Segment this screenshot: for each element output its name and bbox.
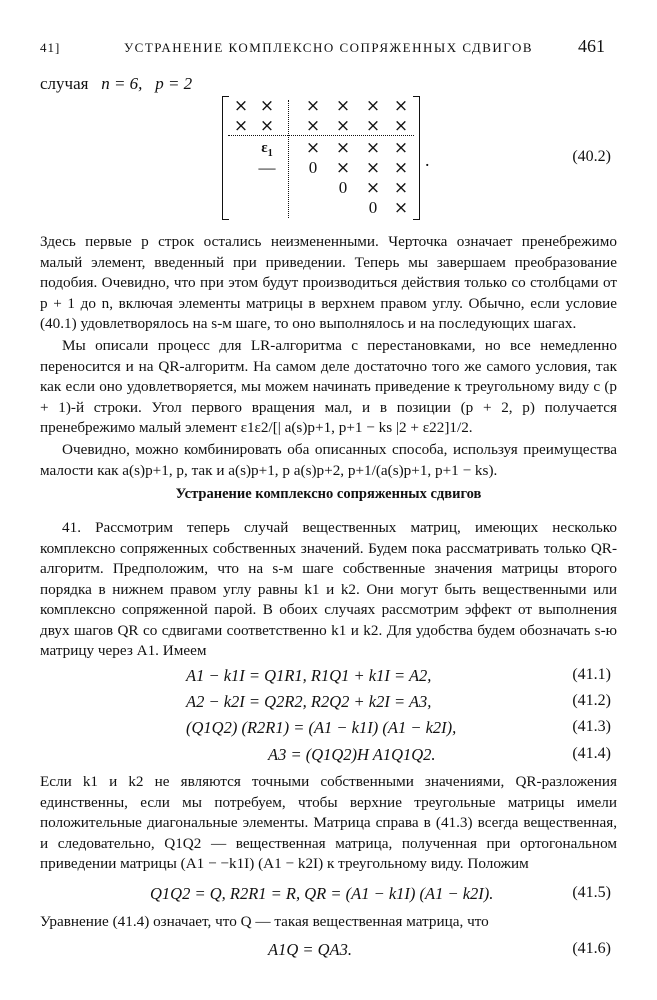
matrix-right-bracket <box>413 96 420 220</box>
eq-number-41-1: (41.1) <box>572 666 611 683</box>
eq-number-41-6: (41.6) <box>572 940 611 957</box>
eq-number-41-4: (41.4) <box>572 745 611 762</box>
matrix-cell: × <box>393 96 409 116</box>
matrix-cell: × <box>259 96 275 116</box>
matrix-cell: × <box>233 116 249 136</box>
running-title: УСТРАНЕНИЕ КОМПЛЕКСНО СОПРЯЖЕННЫХ СДВИГОВ <box>123 40 534 55</box>
matrix-cell: 0 <box>368 198 378 217</box>
matrix-cell: × <box>233 96 249 116</box>
matrix-cell: — <box>258 158 276 177</box>
matrix-cell: × <box>259 116 275 136</box>
equation-41-4: A3 = (Q1Q2)H A1Q1Q2. <box>268 745 436 764</box>
eq-number-41-3: (41.3) <box>572 718 611 735</box>
paragraph-2: Мы описали процесс для LR-алгоритма с перестановками, но все немедленно переносится и на QR-алгоритм. На самом деле достаточно того же самого условия, так как если оно удовлетворяется, мы можем начинать приведение к треугольному виду с (p + 1)-й строки. Угол первого вращения мал, и в позиции (p + 2, p) получается пренебрежимо малый элемент ε1ε2/[| a(s)p+1, p+1 − ks |2 + ε22]1/2. <box>40 337 617 436</box>
matrix-cell: × <box>365 116 381 136</box>
case-p: p = 2 <box>155 74 193 93</box>
section-ref: 41] <box>40 40 61 55</box>
paragraph-4: 41. Рассмотрим теперь случай вещественных матриц, имеющих несколько комплексно сопряженных собственных значений. Будем пока рассматривать только QR-алгоритм. Предположим, что на s-м шаге собственные значения матрицы второго порядка в нижнем правом углу равны k1 и k2. Они могут быть вещественными или комплексно сопряженной парой. В обоих случаях рассмотрим эффект от выполнения двух шагов QR со сдвигами соответственно k1 и k2. Для удобства будем обозначать s-ю матрицу через A1. Имеем <box>40 519 617 659</box>
equation-41-2: A2 − k2I = Q2R2, R2Q2 + k2I = A3, <box>186 692 432 711</box>
matrix-cell: × <box>393 178 409 198</box>
section-title: Устранение комплексно сопряженных сдвигов <box>175 486 482 502</box>
matrix-cell: × <box>335 116 351 136</box>
matrix-cell: × <box>393 158 409 178</box>
matrix-cell: × <box>305 96 321 116</box>
matrix-cell: × <box>393 116 409 136</box>
matrix-40-2 <box>222 96 420 220</box>
matrix-cell: × <box>365 138 381 158</box>
matrix-cell: × <box>393 138 409 158</box>
equation-41-6: A1Q = QA3. <box>268 940 352 959</box>
equation-41-3: (Q1Q2) (R2R1) = (A1 − k1I) (A1 − k2I), <box>186 718 457 737</box>
matrix-period: . <box>425 150 430 170</box>
matrix-cell: × <box>335 158 351 178</box>
matrix-cell: × <box>305 138 321 158</box>
matrix-cell: $\varepsilon_1$ <box>261 140 273 159</box>
matrix-cell: 0 <box>308 158 318 177</box>
paragraph-1: Здесь первые p строк остались неизмененными. Черточка означает пренебрежимо малый элемент, введенный при приведении. Теперь мы завершаем преобразование подобия. Очевидно, что при этом будут производиться действия только со столбцами от p + 1 до n, включая элементы матрицы в верхнем правом углу. Обычно, если условие (40.1) удовлетворялось на s-м шаге, то оно выполнялось и на последующих шагах. <box>40 233 617 332</box>
case-word: случая <box>40 74 89 93</box>
matrix-cell: × <box>335 96 351 116</box>
matrix-cell: × <box>365 178 381 198</box>
equation-41-1: A1 − k1I = Q1R1, R1Q1 + k1I = A2, <box>186 666 432 685</box>
matrix-left-bracket <box>222 96 229 220</box>
eq-number-40-2: (40.2) <box>572 148 611 165</box>
case-line <box>40 74 192 94</box>
paragraph-6: Уравнение (41.4) означает, что Q — такая вещественная матрица, что <box>40 913 489 930</box>
case-n: n = 6, <box>101 74 143 93</box>
paragraph-3: Очевидно, можно комбинировать оба описанных способа, используя преимущества малости как a(s)p+1, p, так и a(s)p+1, p a(s)p+2, p+1/(a(s)p+1, p+1 − ks). <box>40 441 617 479</box>
matrix-vertical-partition <box>288 100 289 218</box>
eq-number-41-2: (41.2) <box>572 692 611 709</box>
matrix-cell: × <box>393 198 409 218</box>
matrix-cell: × <box>365 158 381 178</box>
matrix-cell: × <box>305 116 321 136</box>
matrix-cell: × <box>335 138 351 158</box>
page-number: 461 <box>578 36 605 56</box>
equation-41-5: Q1Q2 = Q, R2R1 = R, QR = (A1 − k1I) (A1 − k2I). <box>150 884 494 903</box>
eq-number-41-5: (41.5) <box>572 884 611 901</box>
matrix-cell: 0 <box>338 178 348 197</box>
matrix-cell: × <box>365 96 381 116</box>
paragraph-5: Если k1 и k2 не являются точными собственными значениями, QR-разложения единственны, если мы потребуем, чтобы верхние треугольные матрицы имели положительные диагональные элементы. Матрица справа в (41.3) всегда вещественная, и следовательно, Q1Q2 — вещественная матрица, полученная при ортогональном приведении матрицы (A1 − −k1I) (A1 − k2I) к треугольному виду. Положим <box>40 773 617 872</box>
